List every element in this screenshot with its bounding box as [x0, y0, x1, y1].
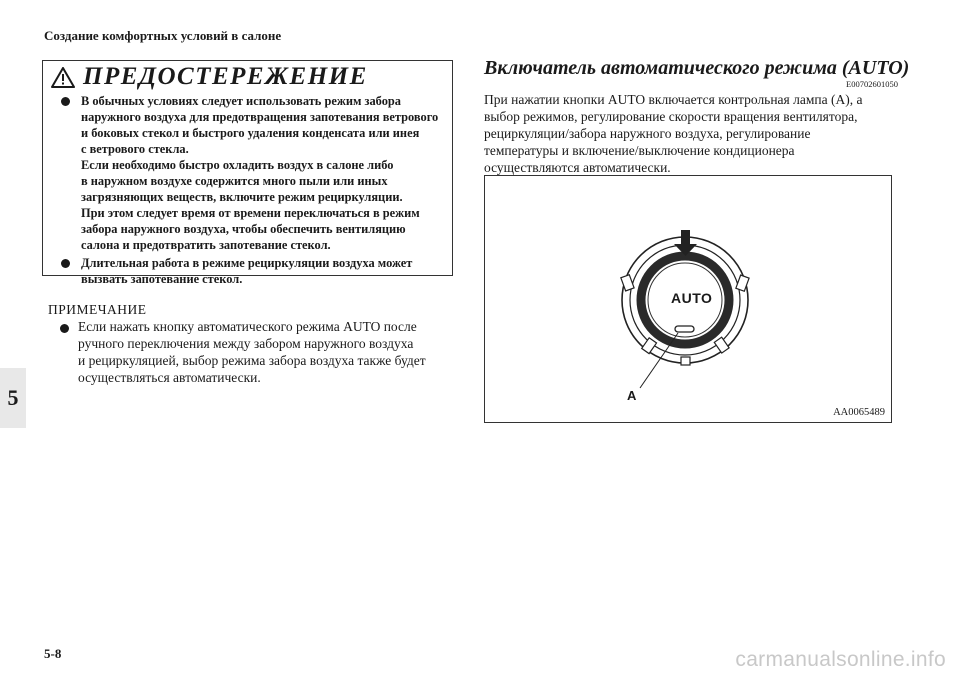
warning-line: с ветрового стекла. — [81, 142, 189, 156]
warning-line: наружного воздуха для предотвращения запотевания ветрового — [81, 110, 439, 124]
body-line: рециркуляции/забора наружного воздуха, регулирование — [484, 126, 811, 141]
body-line: осуществляются автоматически. — [484, 160, 671, 175]
watermark: carmanualsonline.info — [735, 648, 946, 671]
figure-code: AA0065489 — [833, 407, 885, 418]
bullet-icon — [60, 324, 69, 333]
section-title: Включатель автоматического режима (AUTO) — [484, 57, 910, 79]
note-line: ручного переключения между забором наружного воздуха — [78, 336, 414, 351]
warning-line: и боковых стекол и быстрого удаления конденсата или инея — [81, 126, 420, 140]
warning-line: загрязняющих веществ, включите режим рециркуляции. — [81, 190, 403, 204]
page-header: Создание комфортных условий в салоне — [44, 28, 282, 43]
warning-item — [57, 93, 447, 253]
section-tab — [0, 368, 26, 428]
note-title: ПРИМЕЧАНИЕ — [48, 302, 147, 317]
note-line: и рециркуляцией, выбор режима забора воздуха также будет — [78, 353, 426, 368]
warning-line: забора наружного воздуха, чтобы обеспечить вентиляцию — [81, 222, 406, 236]
note-item — [60, 318, 450, 386]
warning-line: Если необходимо быстро охладить воздух в салоне либо — [81, 158, 394, 172]
page-number: 5-8 — [44, 646, 62, 661]
note-line: Если нажать кнопку автоматического режима AUTO после — [78, 319, 417, 334]
warning-list — [57, 93, 447, 289]
warning-line: вызвать запотевание стекол. — [81, 272, 243, 286]
warning-line: в наружном воздухе содержится много пыли или иных — [81, 174, 388, 188]
warning-box — [42, 60, 453, 286]
bullet-icon — [61, 259, 70, 268]
note-line: осуществляться автоматически. — [78, 370, 261, 385]
bullet-icon — [61, 97, 70, 106]
warning-title: ПРЕДОСТЕРЕЖЕНИЕ — [83, 63, 368, 90]
auto-button-label: AUTO — [671, 290, 713, 306]
warning-line: салона и предотвратить запотевание стекол. — [81, 238, 331, 252]
document-code: E00702601050 — [846, 79, 898, 89]
body-line: температуры и включение/выключение кондиционера — [484, 143, 795, 158]
auto-switch-figure — [484, 175, 892, 423]
warning-line: Длительная работа в режиме рециркуляции воздуха может — [81, 256, 413, 270]
warning-line: При этом следует время от времени переключаться в режим — [81, 206, 420, 220]
body-line: выбор режимов, регулирование скорости вращения вентилятора, — [484, 109, 858, 124]
callout-label-a: A — [627, 388, 637, 403]
body-line: При нажатии кнопки AUTO включается контрольная лампа (А), а — [484, 92, 863, 107]
body-text — [484, 91, 904, 176]
section-number: 5 — [7, 385, 19, 410]
warning-item — [57, 255, 447, 287]
warning-triangle-icon — [51, 67, 75, 88]
warning-line: В обычных условиях следует использовать режим забора — [81, 94, 402, 108]
